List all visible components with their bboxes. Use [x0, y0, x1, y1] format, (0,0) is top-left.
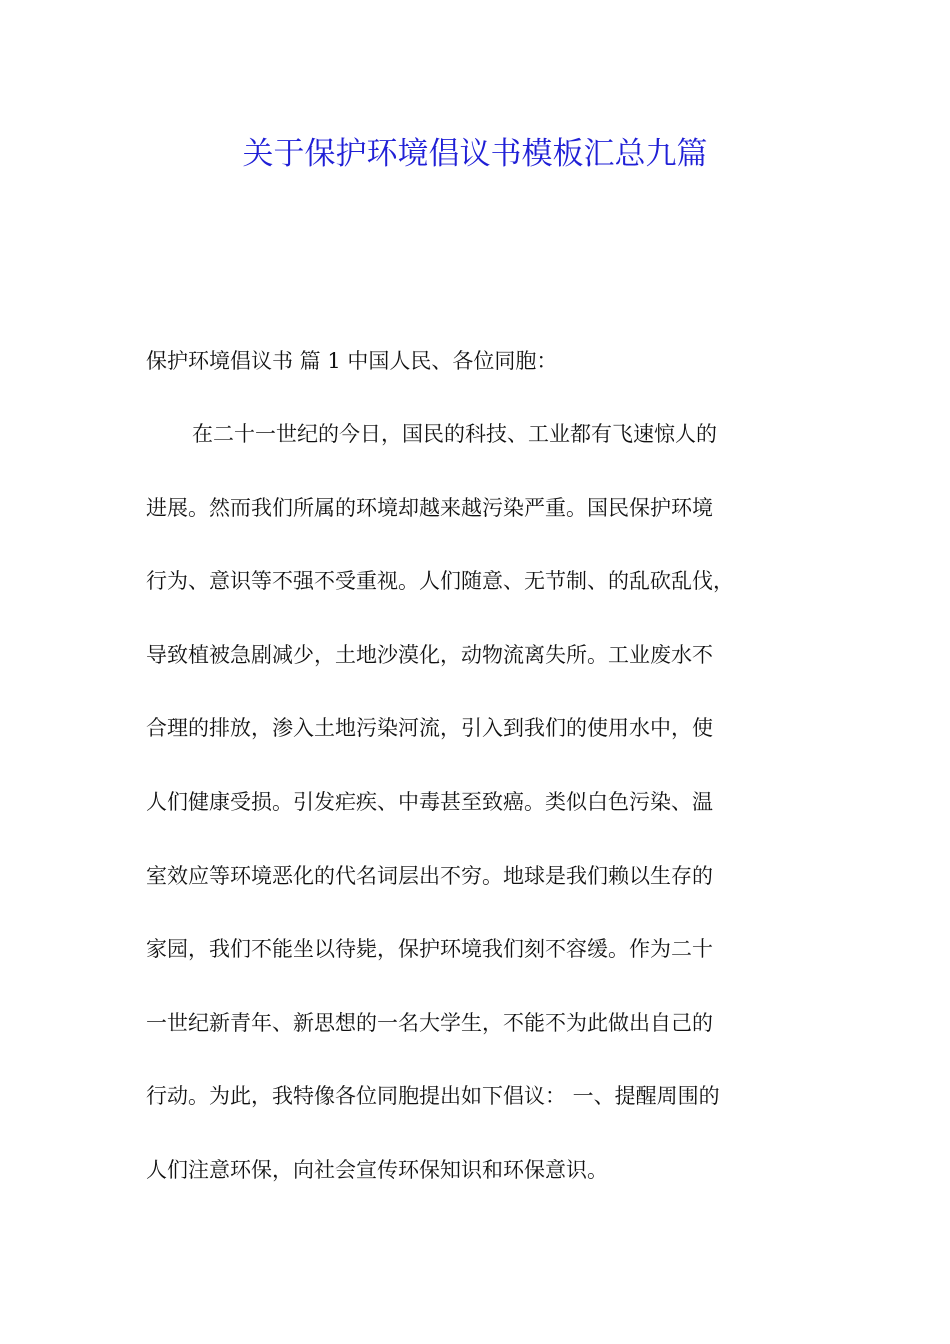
body-line-greeting: 保护环境倡议书 篇 1 中国人民、各位同胞：: [146, 349, 558, 373]
body-line: 在二十一世纪的今日，国民的科技、工业都有飞速惊人的: [192, 422, 717, 446]
document-title: 关于保护环境倡议书模板汇总九篇: [242, 136, 708, 172]
body-line: 行动。为此，我特像各位同胞提出如下倡议： 一、提醒周围的: [146, 1084, 720, 1109]
body-line: 家园，我们不能坐以待毙，保护环境我们刻不容缓。作为二十: [146, 937, 713, 962]
body-line: 合理的排放，渗入土地污染河流，引入到我们的使用水中，使: [146, 716, 713, 741]
body-line: 一世纪新青年、新思想的一名大学生，不能不为此做出自己的: [146, 1010, 713, 1035]
document-body: [146, 333, 810, 1216]
body-line: 导致植被急剧减少，土地沙漠化，动物流离失所。工业废水不: [146, 642, 713, 667]
body-line: 室效应等环境恶化的代名词层出不穷。地球是我们赖以生存的: [146, 863, 713, 888]
body-line: 进展。然而我们所属的环境却越来越污染严重。国民保护环境: [146, 495, 713, 520]
body-line: 人们健康受损。引发疟疾、中毒甚至致癌。类似白色污染、温: [146, 789, 713, 814]
body-line: 人们注意环保，向社会宣传环保知识和环保意识。: [146, 1157, 608, 1182]
body-line: 行为、意识等不强不受重视。人们随意、无节制、的乱砍乱伐，: [146, 569, 734, 594]
